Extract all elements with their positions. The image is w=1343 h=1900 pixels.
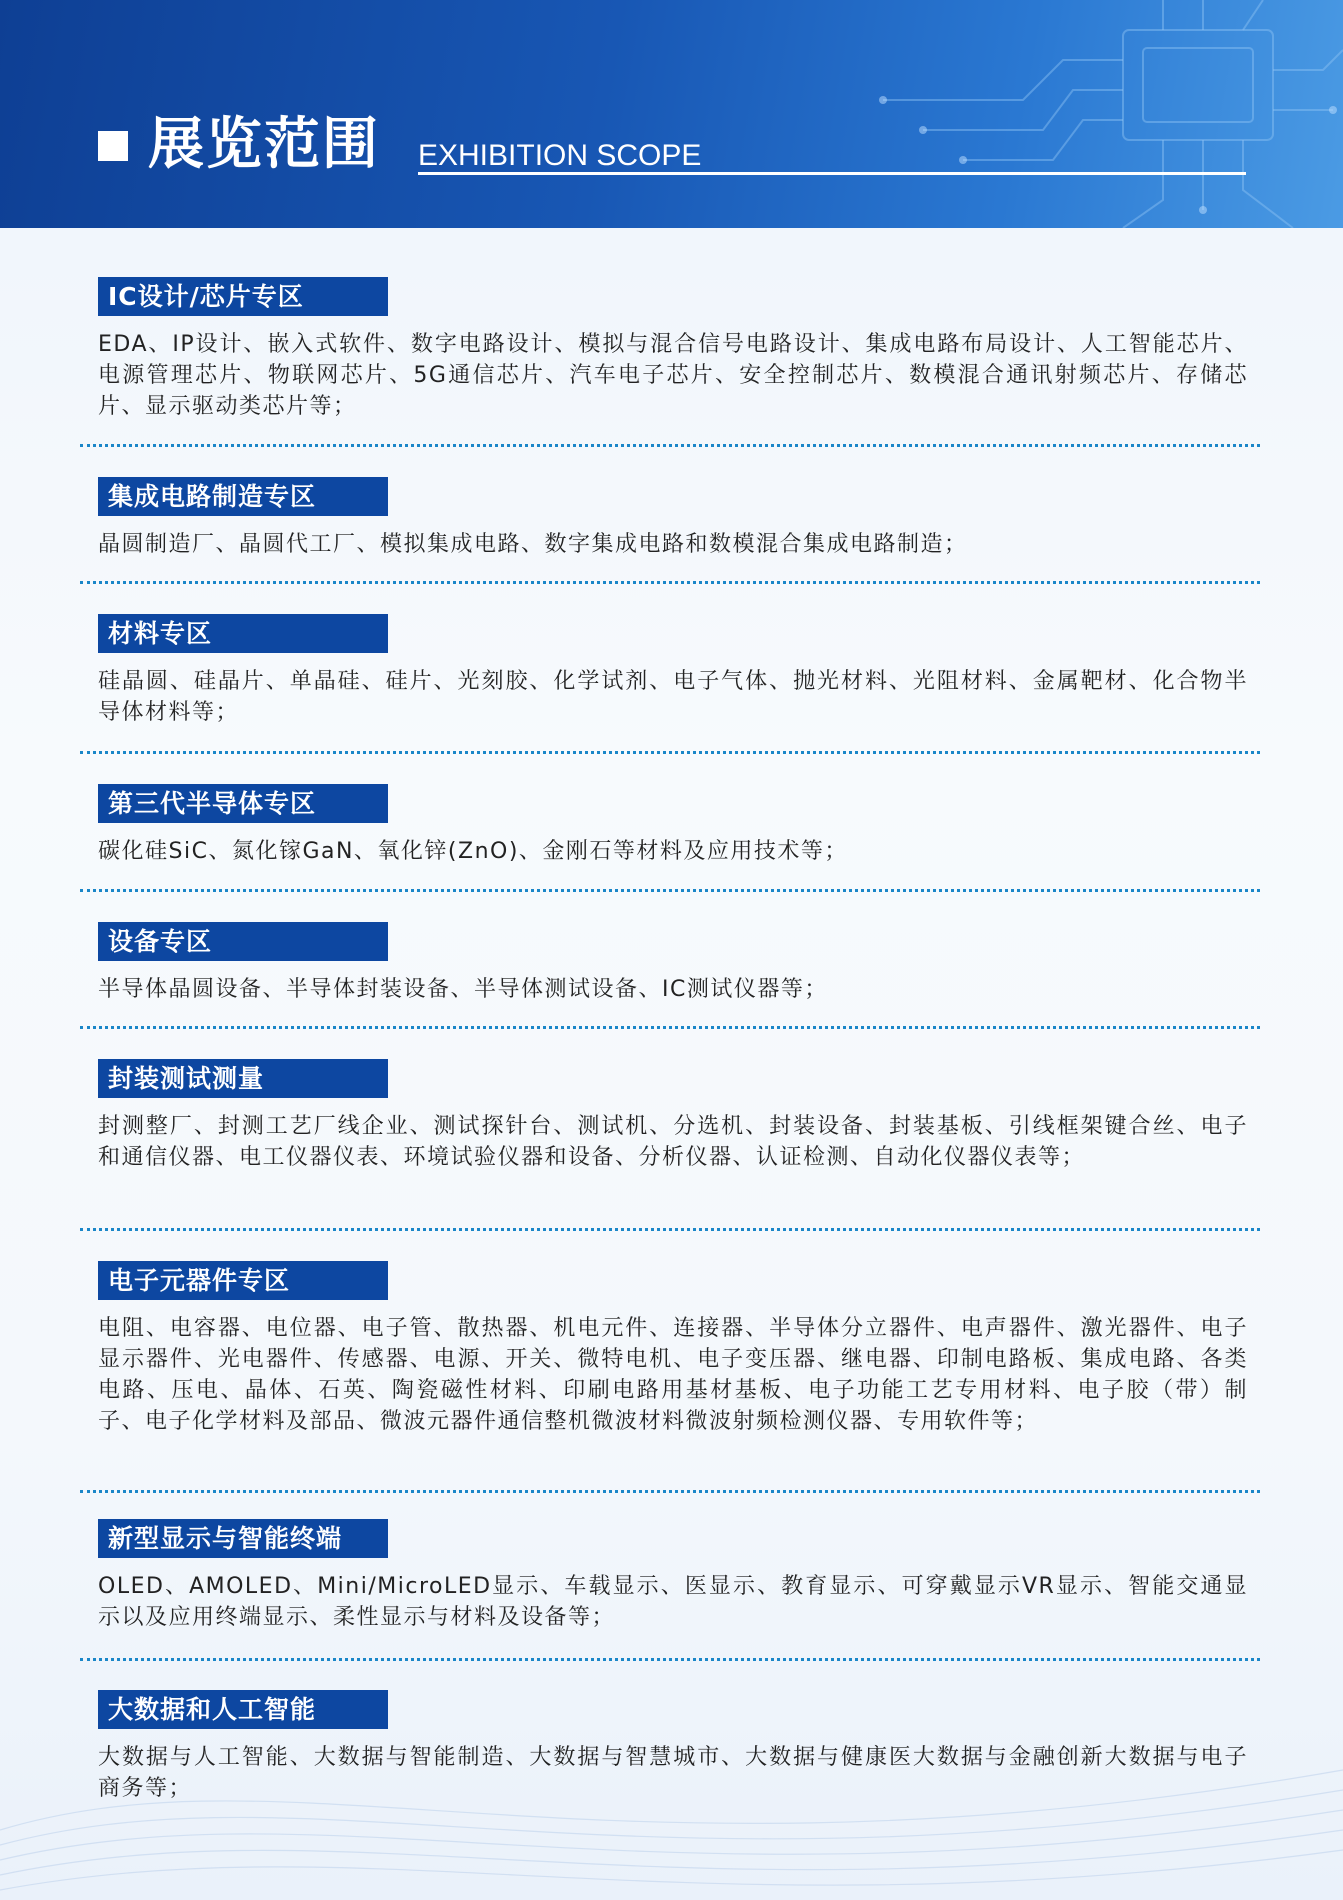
wave-decoration: [0, 1680, 1343, 1900]
section-divider: [80, 1490, 1260, 1493]
section-packaging-testing: [98, 1059, 1258, 1173]
section-divider: [80, 889, 1260, 892]
header-banner: [0, 0, 1343, 228]
section-title: 集成电路制造专区: [98, 477, 388, 516]
section-divider: [80, 581, 1260, 584]
section-display-terminals: [98, 1519, 1258, 1633]
section-third-gen-semiconductor: [98, 784, 1258, 867]
section-title: 新型显示与智能终端: [98, 1519, 388, 1558]
section-text: 碳化硅SiC、氮化镓GaN、氧化锌(ZnO)、金刚石等材料及应用技术等；: [98, 839, 848, 864]
section-title: 电子元器件专区: [98, 1261, 388, 1300]
section-title: 材料专区: [98, 614, 388, 653]
section-text: EDA、IP设计、嵌入式软件、数字电路设计、模拟与混合信号电路设计、集成电路布局设计、人工智能芯片、电源管理芯片、物联网芯片、5G通信芯片、汽车电子芯片、安全控制芯片、数模混合通讯射频芯片、存储芯片、显示驱动类芯片等；: [98, 332, 1248, 419]
section-divider: [80, 751, 1260, 754]
page-title: 展览范围: [148, 112, 380, 177]
title-square-icon: [98, 131, 128, 161]
section-title: 封装测试测量: [98, 1059, 388, 1098]
title-underline: [418, 172, 1246, 175]
section-ic-design: [98, 277, 1258, 422]
section-title: 设备专区: [98, 922, 388, 961]
section-divider: [80, 1228, 1260, 1231]
section-materials: [98, 614, 1258, 728]
section-text: 晶圆制造厂、晶圆代工厂、模拟集成电路、数字集成电路和数模混合集成电路制造；: [98, 532, 968, 557]
section-text: 大数据与人工智能、大数据与智能制造、大数据与智慧城市、大数据与健康医大数据与金融创新大数据与电子商务等；: [98, 1745, 1248, 1801]
section-text: 半导体晶圆设备、半导体封装设备、半导体测试设备、IC测试仪器等；: [98, 977, 828, 1002]
section-text: 封测整厂、封测工艺厂线企业、测试探针台、测试机、分选机、封装设备、封装基板、引线框架键合丝、电子和通信仪器、电工仪器仪表、环境试验仪器和设备、分析仪器、认证检测、自动化仪器仪表等；: [98, 1114, 1248, 1170]
section-title: 第三代半导体专区: [98, 784, 388, 823]
page-title-english: EXHIBITION SCOPE: [418, 139, 702, 172]
section-divider: [80, 1026, 1260, 1029]
section-electronic-components: [98, 1261, 1258, 1437]
section-title: 大数据和人工智能: [98, 1690, 388, 1729]
section-equipment: [98, 922, 1258, 1005]
circuit-board-decoration: [823, 0, 1343, 228]
section-title: IC设计/芯片专区: [98, 277, 388, 316]
section-ic-manufacturing: [98, 477, 1258, 560]
section-divider: [80, 1658, 1260, 1661]
section-text: OLED、AMOLED、Mini/MicroLED显示、车载显示、医显示、教育显示、可穿戴显示VR显示、智能交通显示以及应用终端显示、柔性显示与材料及设备等；: [98, 1574, 1248, 1630]
section-text: 硅晶圆、硅晶片、单晶硅、硅片、光刻胶、化学试剂、电子气体、抛光材料、光阻材料、金属靶材、化合物半导体材料等；: [98, 669, 1248, 725]
section-text: 电阻、电容器、电位器、电子管、散热器、机电元件、连接器、半导体分立器件、电声器件、激光器件、电子显示器件、光电器件、传感器、电源、开关、微特电机、电子变压器、继电器、印制电路板、集成电路、各类电路、压电、晶体、石英、陶瓷磁性材料、印刷电路用基材基板、电子功能工艺专用材料、电子胶（带）制子、电子化学材料及部品、微波元器件通信整机微波材料微波射频检测仪器、专用软件等；: [98, 1316, 1248, 1434]
section-divider: [80, 444, 1260, 447]
